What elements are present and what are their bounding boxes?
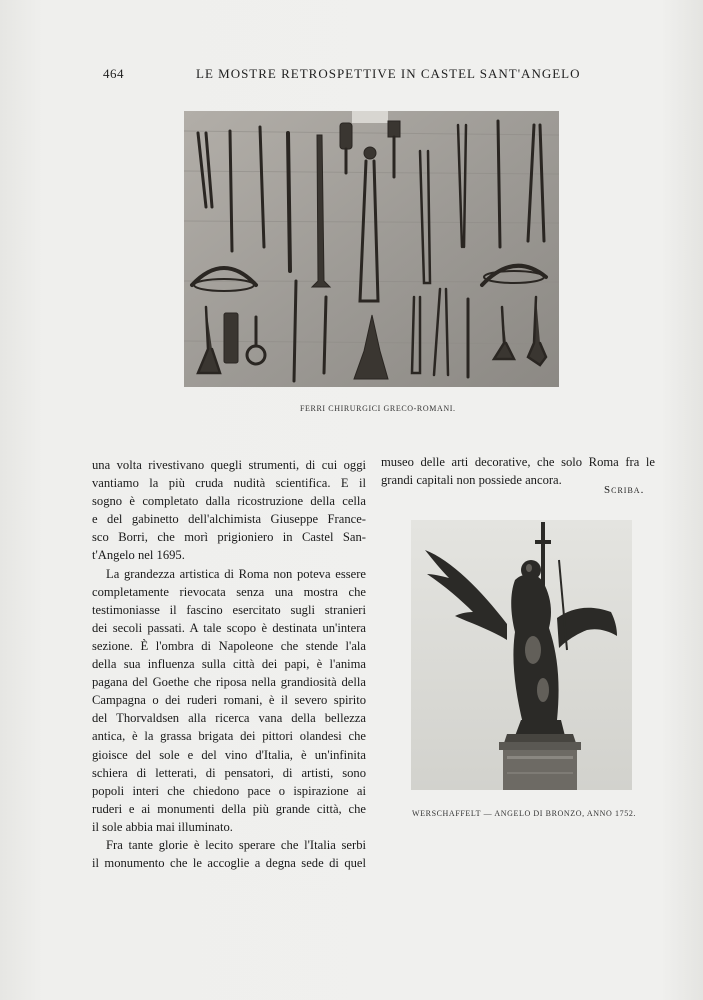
figure-caption: WERSCHAFFELT — ANGELO DI BRONZO, ANNO 1752. — [412, 809, 637, 818]
text-line: vantiamo la più cruda nudità scientifica. E il — [92, 476, 366, 491]
text-line: pagana del Goethe che riposa nella grandiosità della — [92, 675, 366, 690]
text-line: della sua influenza sulla città dei papi, è l'anima — [92, 657, 366, 672]
text-line: il monumento che le accoglie a degna sede di quel — [92, 856, 366, 871]
bronze-angel-photo — [411, 520, 632, 790]
text-line: sezione. È l'ombra di Napoleone che stende l'ala — [92, 638, 366, 653]
text-line: La grandezza artistica di Roma non poteva essere — [106, 566, 366, 581]
text-line: grandi capitali non possiede ancora. — [381, 473, 562, 488]
author-signature: Scriba. — [604, 484, 645, 496]
text-line: dei secoli passati. A tale scopo è destinata un'intera — [92, 620, 366, 635]
text-line: museo delle arti decorative, che solo Roma fra le — [381, 455, 655, 469]
text-line: sogno è completato dalla ricostruzione della cella — [92, 494, 366, 509]
text-line: ruderi e ai monumenti della più grande città, che — [92, 801, 366, 816]
surgical-instruments-photo — [184, 111, 559, 387]
text-line: gioisce del sole e del vino d'Italia, è un'infinita — [92, 747, 366, 762]
text-line: antica, è la grassa brigata dei pittori olandesi che — [92, 729, 366, 744]
text-line: sco Borri, che morì prigioniero in Castel San- — [92, 530, 366, 545]
text-line: popoli interi che chiedono pace o ispirazione ai — [92, 783, 366, 798]
text-line: schiera di letterati, di pensatori, di artisti, sono — [92, 765, 366, 780]
text-line: Fra tante glorie è lecito sperare che l'Italia serbi — [106, 837, 366, 852]
figure-caption: FERRI CHIRURGICI GRECO-ROMANI. — [300, 404, 456, 413]
text-line: completamente rievocata senza una mostra che — [92, 584, 366, 599]
text-line: il sole abbia mai illuminato. — [92, 819, 233, 834]
text-line: e del gabinetto dell'alchimista Giuseppe France- — [92, 512, 366, 527]
text-line: t'Angelo nel 1695. — [92, 548, 185, 563]
text-line: del Thorvaldsen alla ricerca vana della bellezza — [92, 711, 366, 726]
text-line: una volta rivestivano quegli strumenti, di cui oggi — [92, 458, 366, 472]
left-column-text — [92, 456, 366, 872]
page-number: 464 — [103, 66, 124, 81]
text-line: Campagna o dei ruderi romani, è il severo spirito — [92, 693, 366, 708]
running-head: LE MOSTRE RETROSPETTIVE IN CASTEL SANT'ANGELO — [196, 66, 581, 81]
text-line: testimoniasse il fascino esercitato sugli stranieri — [92, 602, 366, 617]
